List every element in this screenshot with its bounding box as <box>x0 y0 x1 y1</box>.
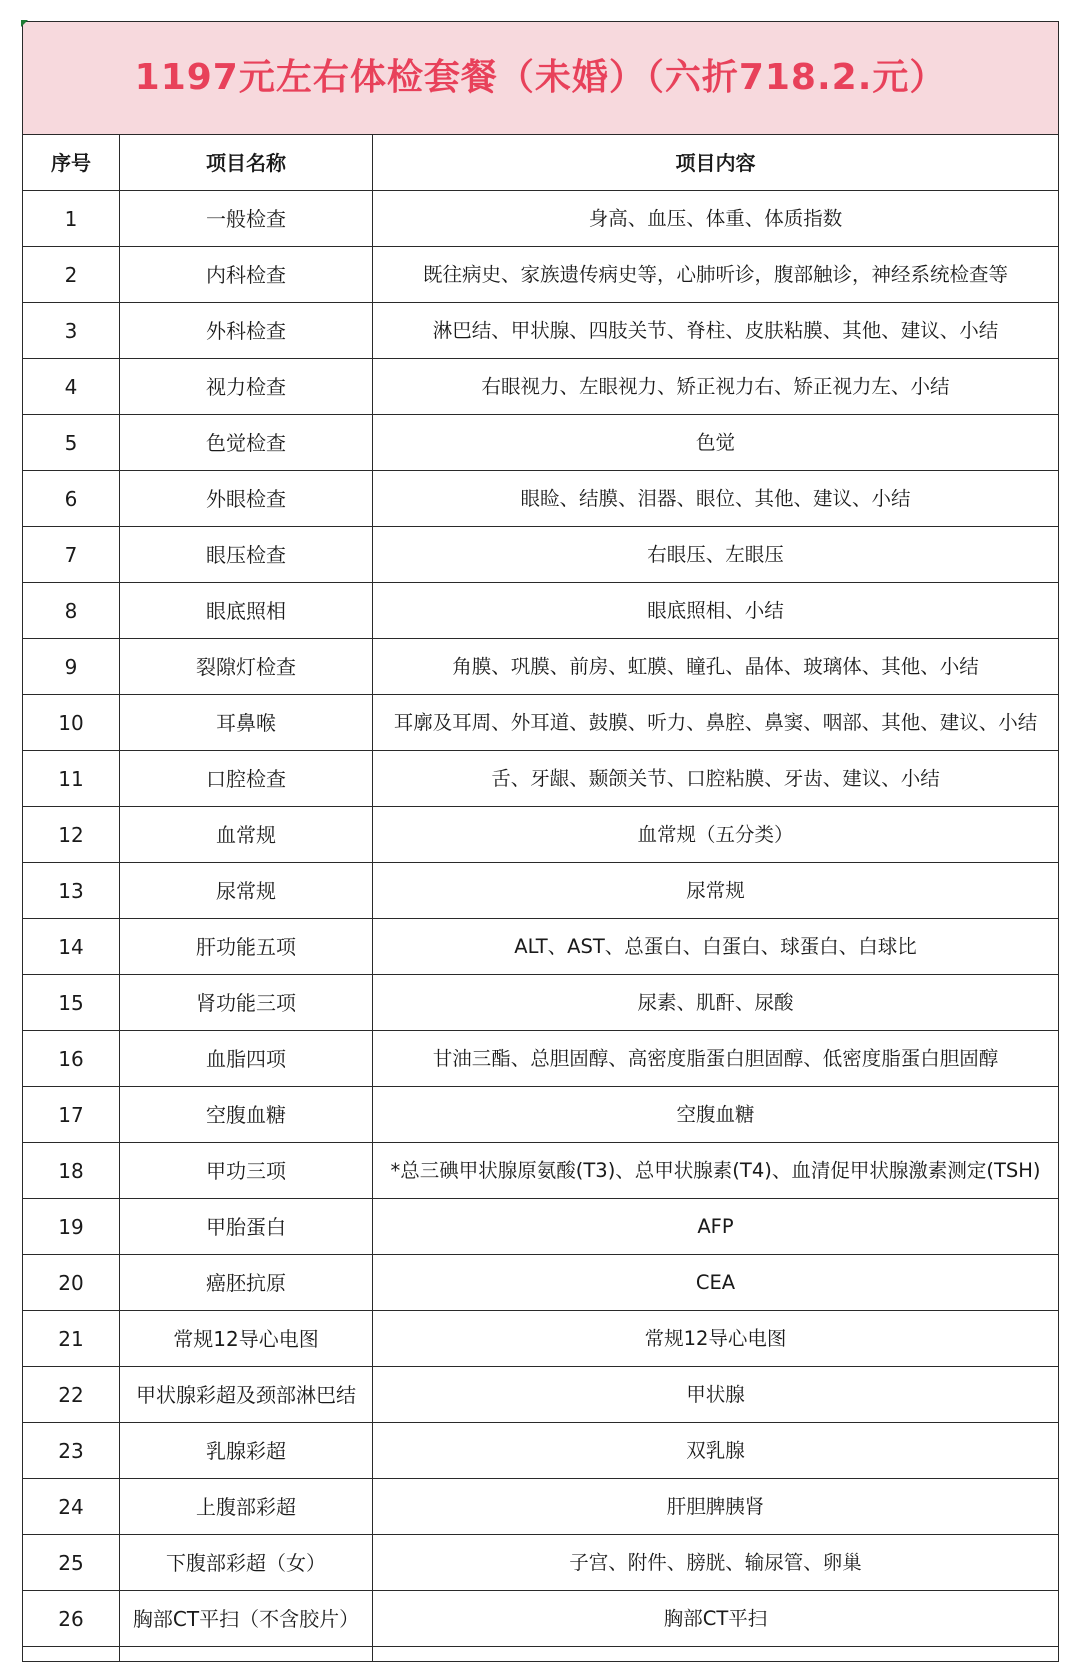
item-content: CEA <box>373 1255 1059 1311</box>
item-name: 色觉检查 <box>120 415 373 471</box>
table-row <box>23 471 1059 527</box>
row-number: 23 <box>23 1423 120 1479</box>
item-name: 胸部CT平扫（不含胶片） <box>120 1591 373 1647</box>
table-row <box>23 1087 1059 1143</box>
table-row <box>23 1031 1059 1087</box>
cropped-cell <box>23 1647 120 1662</box>
item-content: 甲状腺 <box>373 1367 1059 1423</box>
package-title: 1197元左右体检套餐（未婚）（六折718.2.元） <box>23 22 1059 135</box>
item-content: 耳廓及耳周、外耳道、鼓膜、听力、鼻腔、鼻窦、咽部、其他、建议、小结 <box>373 695 1059 751</box>
table-row <box>23 415 1059 471</box>
item-name: 血常规 <box>120 807 373 863</box>
table-row <box>23 1367 1059 1423</box>
item-content: 空腹血糖 <box>373 1087 1059 1143</box>
item-content: 眼睑、结膜、泪器、眼位、其他、建议、小结 <box>373 471 1059 527</box>
item-content: 身高、血压、体重、体质指数 <box>373 191 1059 247</box>
item-name: 上腹部彩超 <box>120 1479 373 1535</box>
table-row <box>23 1255 1059 1311</box>
item-name: 口腔检查 <box>120 751 373 807</box>
row-number: 21 <box>23 1311 120 1367</box>
title-row <box>23 22 1059 135</box>
item-content: 色觉 <box>373 415 1059 471</box>
table-row <box>23 1311 1059 1367</box>
table-row <box>23 191 1059 247</box>
row-number: 18 <box>23 1143 120 1199</box>
row-number: 14 <box>23 919 120 975</box>
item-content: 子宫、附件、膀胱、输尿管、卵巢 <box>373 1535 1059 1591</box>
item-name: 眼底照相 <box>120 583 373 639</box>
row-number: 17 <box>23 1087 120 1143</box>
item-name: 空腹血糖 <box>120 1087 373 1143</box>
table-row <box>23 1591 1059 1647</box>
item-content: 尿素、肌酐、尿酸 <box>373 975 1059 1031</box>
row-number: 5 <box>23 415 120 471</box>
item-name: 癌胚抗原 <box>120 1255 373 1311</box>
item-content: 尿常规 <box>373 863 1059 919</box>
item-content: 常规12导心电图 <box>373 1311 1059 1367</box>
item-content: 肝胆脾胰肾 <box>373 1479 1059 1535</box>
item-content: 角膜、巩膜、前房、虹膜、瞳孔、晶体、玻璃体、其他、小结 <box>373 639 1059 695</box>
table-row <box>23 527 1059 583</box>
row-number: 15 <box>23 975 120 1031</box>
header-content: 项目内容 <box>373 135 1059 191</box>
cropped-cell <box>120 1647 373 1662</box>
table-row <box>23 1423 1059 1479</box>
sheet-corner-mark <box>21 20 28 27</box>
item-content: *总三碘甲状腺原氨酸(T3)、总甲状腺素(T4)、血清促甲状腺激素测定(TSH) <box>373 1143 1059 1199</box>
item-name: 眼压检查 <box>120 527 373 583</box>
table-row <box>23 1143 1059 1199</box>
table-row <box>23 583 1059 639</box>
row-number: 20 <box>23 1255 120 1311</box>
item-content: 甘油三酯、总胆固醇、高密度脂蛋白胆固醇、低密度脂蛋白胆固醇 <box>373 1031 1059 1087</box>
header-row <box>23 135 1059 191</box>
item-name: 裂隙灯检查 <box>120 639 373 695</box>
row-number: 24 <box>23 1479 120 1535</box>
table-row <box>23 807 1059 863</box>
row-number: 6 <box>23 471 120 527</box>
row-number: 7 <box>23 527 120 583</box>
row-number: 13 <box>23 863 120 919</box>
table-row <box>23 639 1059 695</box>
row-number: 8 <box>23 583 120 639</box>
item-name: 肝功能五项 <box>120 919 373 975</box>
item-name: 肾功能三项 <box>120 975 373 1031</box>
item-content: 淋巴结、甲状腺、四肢关节、脊柱、皮肤粘膜、其他、建议、小结 <box>373 303 1059 359</box>
table-row <box>23 695 1059 751</box>
table-row <box>23 751 1059 807</box>
checkup-package-sheet <box>22 21 1058 1662</box>
table-row-cropped <box>23 1647 1059 1662</box>
row-number: 10 <box>23 695 120 751</box>
table-row <box>23 359 1059 415</box>
item-content: 双乳腺 <box>373 1423 1059 1479</box>
item-content: 舌、牙龈、颞颌关节、口腔粘膜、牙齿、建议、小结 <box>373 751 1059 807</box>
item-content: 胸部CT平扫 <box>373 1591 1059 1647</box>
item-name: 甲功三项 <box>120 1143 373 1199</box>
item-name: 乳腺彩超 <box>120 1423 373 1479</box>
item-content: 右眼压、左眼压 <box>373 527 1059 583</box>
header-name: 项目名称 <box>120 135 373 191</box>
table-row <box>23 1479 1059 1535</box>
cropped-cell <box>373 1647 1059 1662</box>
item-content: 右眼视力、左眼视力、矫正视力右、矫正视力左、小结 <box>373 359 1059 415</box>
item-name: 下腹部彩超（女） <box>120 1535 373 1591</box>
row-number: 19 <box>23 1199 120 1255</box>
table-row <box>23 303 1059 359</box>
item-name: 内科检查 <box>120 247 373 303</box>
item-name: 外眼检查 <box>120 471 373 527</box>
item-content: 眼底照相、小结 <box>373 583 1059 639</box>
item-name: 常规12导心电图 <box>120 1311 373 1367</box>
table-row <box>23 919 1059 975</box>
item-name: 耳鼻喉 <box>120 695 373 751</box>
item-content: 既往病史、家族遗传病史等，心肺听诊，腹部触诊，神经系统检查等 <box>373 247 1059 303</box>
row-number: 25 <box>23 1535 120 1591</box>
item-content: ALT、AST、总蛋白、白蛋白、球蛋白、白球比 <box>373 919 1059 975</box>
item-content: AFP <box>373 1199 1059 1255</box>
checkup-package-table <box>22 21 1059 1662</box>
row-number: 4 <box>23 359 120 415</box>
table-row <box>23 863 1059 919</box>
item-name: 一般检查 <box>120 191 373 247</box>
item-name: 尿常规 <box>120 863 373 919</box>
table-row <box>23 975 1059 1031</box>
row-number: 16 <box>23 1031 120 1087</box>
row-number: 26 <box>23 1591 120 1647</box>
table-row <box>23 1535 1059 1591</box>
table-row <box>23 1199 1059 1255</box>
item-name: 视力检查 <box>120 359 373 415</box>
item-name: 甲状腺彩超及颈部淋巴结 <box>120 1367 373 1423</box>
row-number: 12 <box>23 807 120 863</box>
item-name: 甲胎蛋白 <box>120 1199 373 1255</box>
row-number: 22 <box>23 1367 120 1423</box>
row-number: 11 <box>23 751 120 807</box>
row-number: 2 <box>23 247 120 303</box>
item-content: 血常规（五分类） <box>373 807 1059 863</box>
table-row <box>23 247 1059 303</box>
header-no: 序号 <box>23 135 120 191</box>
row-number: 1 <box>23 191 120 247</box>
row-number: 3 <box>23 303 120 359</box>
item-name: 外科检查 <box>120 303 373 359</box>
row-number: 9 <box>23 639 120 695</box>
item-name: 血脂四项 <box>120 1031 373 1087</box>
